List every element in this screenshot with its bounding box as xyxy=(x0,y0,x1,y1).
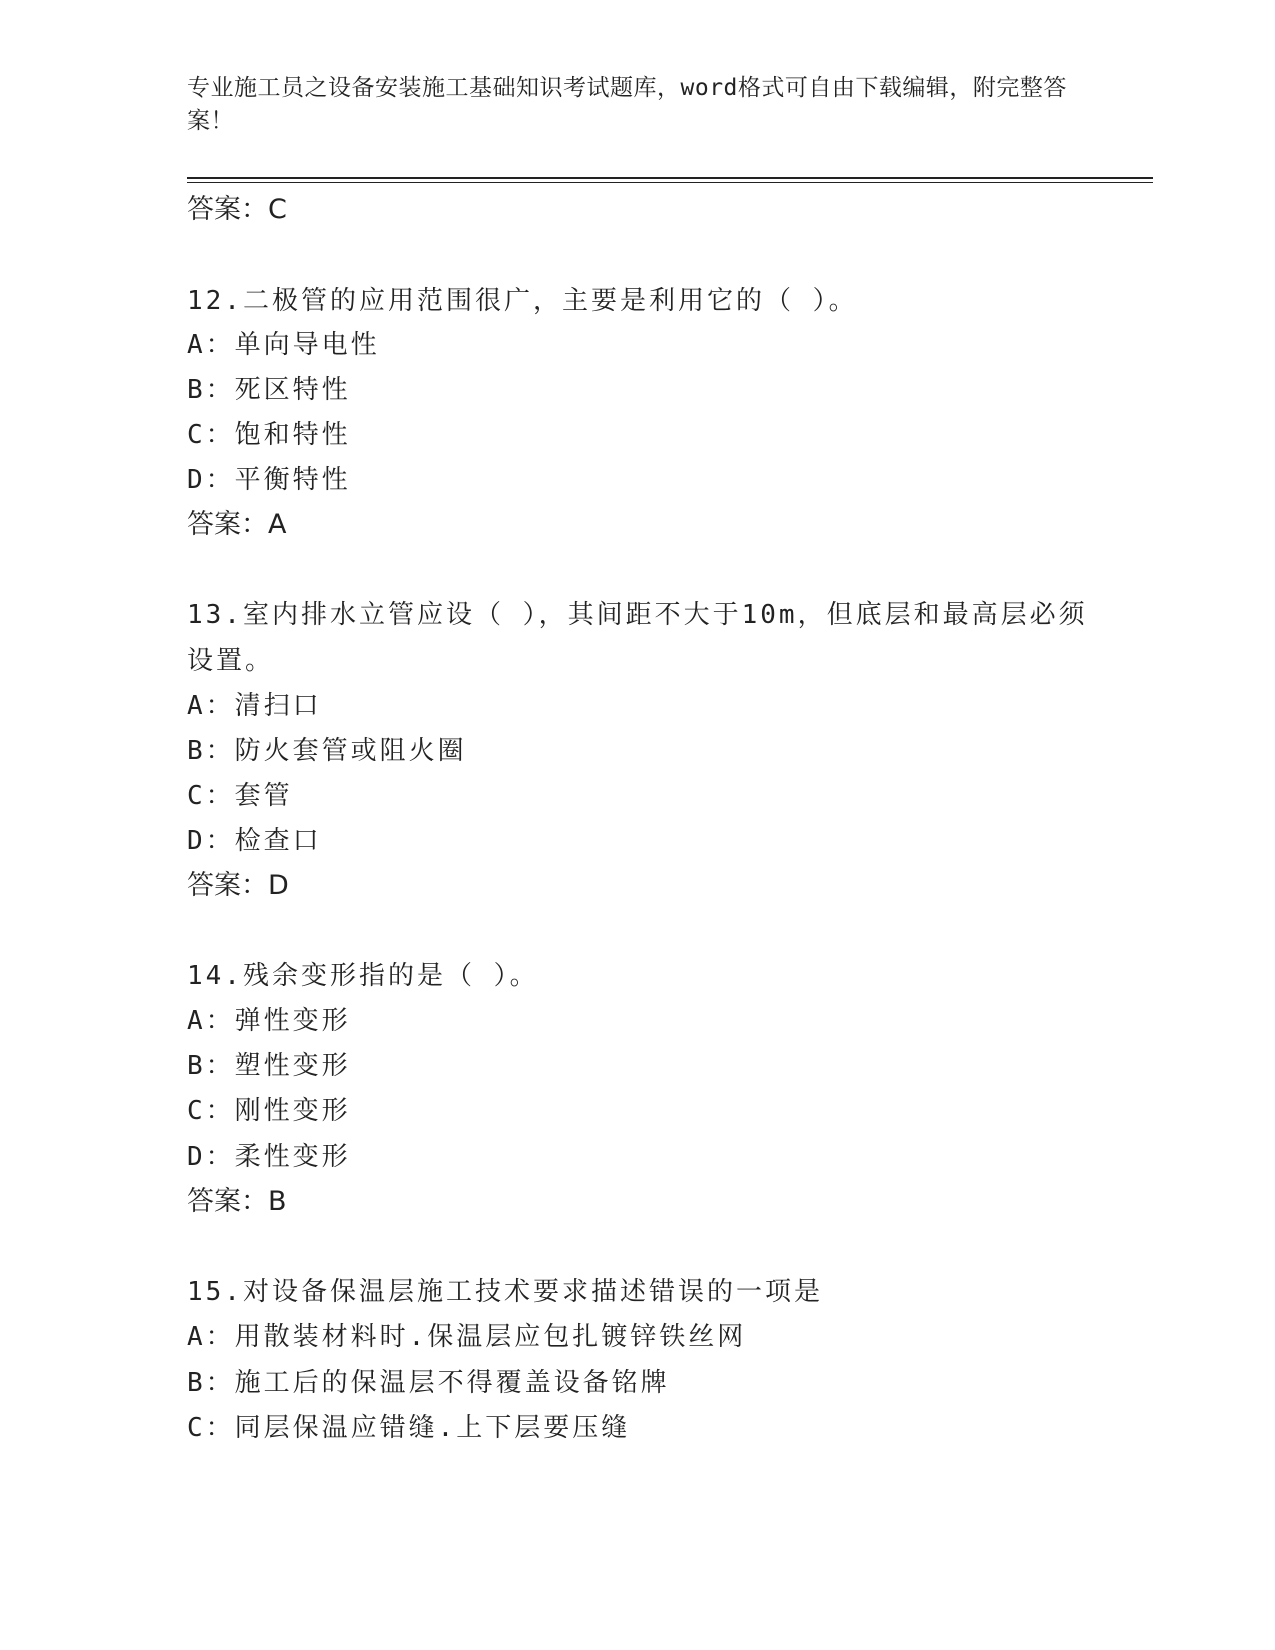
answer: 答案：B xyxy=(187,1186,287,1217)
document-header: 专业施工员之设备安装施工基础知识考试题库，word格式可自由下载编辑，附完整答案！ xyxy=(187,75,1067,134)
question-stem: 14.残余变形指的是（ ）。 xyxy=(187,961,539,991)
option-d: D：检查口 xyxy=(187,826,322,856)
option-b: B：死区特性 xyxy=(187,375,351,405)
option-b: B：塑性变形 xyxy=(187,1051,351,1081)
option-c: C：同层保温应错缝.上下层要压缝 xyxy=(187,1413,631,1443)
option-a: A：用散装材料时.保温层应包扎镀锌铁丝网 xyxy=(187,1322,747,1352)
option-c: C：刚性变形 xyxy=(187,1096,351,1126)
option-c: C：套管 xyxy=(187,781,293,811)
header-divider-thin xyxy=(187,182,1153,183)
option-a: A：单向导电性 xyxy=(187,330,380,360)
answer: 答案：D xyxy=(187,870,289,901)
option-d: D：柔性变形 xyxy=(187,1142,351,1172)
question-stem: 12.二极管的应用范围很广，主要是利用它的（ ）。 xyxy=(187,286,858,316)
question-stem: 13.室内排水立管应设（ ），其间距不大于10m，但底层和最高层必须 xyxy=(187,600,1088,630)
header-divider-thick xyxy=(187,177,1153,179)
option-a: A：清扫口 xyxy=(187,691,322,721)
option-d: D：平衡特性 xyxy=(187,465,351,495)
option-b: B：防火套管或阻火圈 xyxy=(187,736,467,766)
option-a: A：弹性变形 xyxy=(187,1006,351,1036)
answer: 答案：A xyxy=(187,509,287,540)
option-b: B：施工后的保温层不得覆盖设备铭牌 xyxy=(187,1368,670,1398)
question-stem: 15.对设备保温层施工技术要求描述错误的一项是 xyxy=(187,1277,823,1307)
answer-11: 答案：C xyxy=(187,194,287,225)
option-c: C：饱和特性 xyxy=(187,420,351,450)
question-stem-continued: 设置。 xyxy=(187,646,275,676)
